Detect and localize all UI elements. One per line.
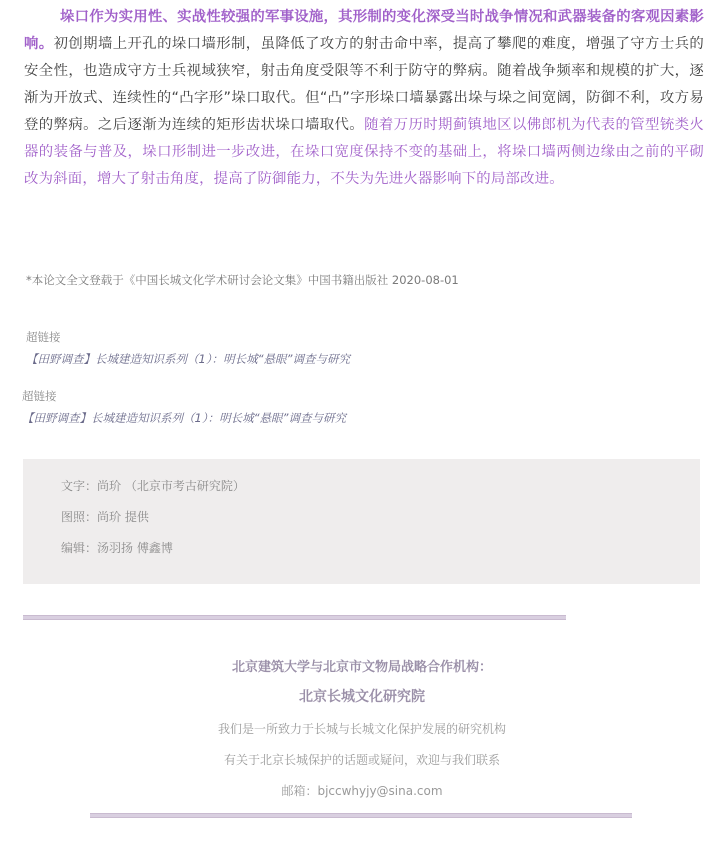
credit-text: 文字：尚玠 （北京市考古研究院）	[61, 479, 245, 493]
highlight-text: 随着万历时期蓟镇地区以佛郎机为代表的管型铳类火器的装备与普及，垛口形制进一步改进，在垛口宽度保持不变的基础上，将垛口墙两侧边缘由之前的平砌改为斜面，增大了射击角度，提高了防御能力，不失为先进火器影响下的局部改进。	[24, 117, 704, 187]
footer-contact: 有关于北京长城保护的话题或疑问，欢迎与我们联系	[223, 753, 500, 767]
hyperlink-block-2	[22, 388, 346, 426]
article-paragraph	[24, 4, 704, 193]
lead-bold-text: 垛口作为实用性、实战性较强的军事设施，其形制的变化深受当时战争情况和武器装备的客观因素影响。	[24, 9, 704, 52]
footer-email[interactable]: 邮箱：bjccwhyjy@sina.com	[281, 784, 443, 798]
publication-note: *本论文全文登载于《中国长城文化学术研讨会论文集》中国书籍出版社 2020-08-01	[26, 273, 459, 287]
credit-editor: 编辑：汤羽扬 傅鑫博	[61, 541, 173, 555]
footer-institute: 北京长城文化研究院	[299, 689, 425, 705]
credits-box	[23, 459, 700, 584]
hyperlink-block-1	[26, 329, 350, 367]
divider-top	[23, 615, 566, 620]
hyperlink-label: 超链接	[22, 389, 57, 403]
hyperlink-text[interactable]: 【田野调查】长城建造知识系列（1）：明长城“悬眼”调查与研究	[26, 352, 350, 366]
body-text: 初创期墙上开孔的垛口墙形制，虽降低了攻方的射击命中率，提高了攀爬的难度，增强了守方士兵的安全性，也造成守方士兵视域狭窄，射击角度受限等不利于防守的弊病。随着战争频率和规模的扩大，逐渐为开放式、连续性的“凸字形”垛口取代。但“凸”字形垛口墙暴露出垛与垛之间宽阔，防御不利，攻方易登的弊病。之后逐渐为连续的矩形齿状垛口墙取代。	[24, 36, 704, 133]
footer-description: 我们是一所致力于长城与长城文化保护发展的研究机构	[217, 722, 506, 736]
hyperlink-text[interactable]: 【田野调查】长城建造知识系列（1）：明长城“悬眼”调查与研究	[22, 411, 346, 425]
credit-photo: 图照：尚玠 提供	[61, 510, 149, 524]
footer-title: 北京建筑大学与北京市文物局战略合作机构：	[231, 660, 492, 675]
hyperlink-label: 超链接	[26, 330, 61, 344]
divider-bottom	[90, 813, 632, 818]
